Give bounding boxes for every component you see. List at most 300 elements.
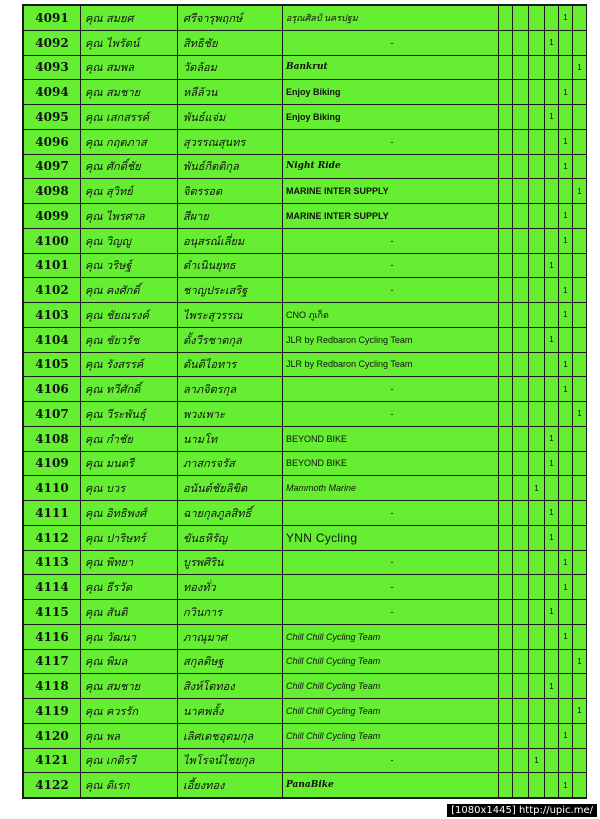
category-mark: 1 bbox=[545, 30, 559, 55]
bib-number: 4107 bbox=[24, 402, 81, 427]
category-cell bbox=[545, 55, 559, 80]
surname: ตันติไอทาร bbox=[178, 352, 283, 377]
category-cell bbox=[573, 204, 587, 229]
surname: บูรพศิริน bbox=[178, 550, 283, 575]
category-cell bbox=[499, 501, 513, 526]
category-cell bbox=[529, 179, 545, 204]
category-mark: 1 bbox=[545, 253, 559, 278]
surname: อนุสรณ์เลี่ยม bbox=[178, 228, 283, 253]
table-row bbox=[24, 525, 587, 550]
category-cell bbox=[499, 55, 513, 80]
first-name: คุณ วีระพันธุ์ bbox=[81, 402, 178, 427]
team-name: Chill Chill Cycling Team bbox=[283, 723, 499, 748]
first-name: คุณ วัฒนา bbox=[81, 624, 178, 649]
category-cell bbox=[513, 451, 529, 476]
category-cell bbox=[499, 179, 513, 204]
category-mark: 1 bbox=[545, 426, 559, 451]
category-cell bbox=[513, 476, 529, 501]
first-name: คุณ สมชาย bbox=[81, 674, 178, 699]
category-cell bbox=[513, 55, 529, 80]
bib-number: 4120 bbox=[24, 723, 81, 748]
table-row bbox=[24, 575, 587, 600]
bib-number: 4116 bbox=[24, 624, 81, 649]
category-cell bbox=[499, 228, 513, 253]
bib-number: 4109 bbox=[24, 451, 81, 476]
first-name: คุณ ชัยวรัช bbox=[81, 327, 178, 352]
category-cell bbox=[545, 402, 559, 427]
category-cell bbox=[529, 278, 545, 303]
surname: ดำเนินยุทธ bbox=[178, 253, 283, 278]
category-mark: 1 bbox=[529, 748, 545, 773]
category-cell bbox=[559, 699, 573, 724]
surname: พวงเพาะ bbox=[178, 402, 283, 427]
category-cell bbox=[573, 154, 587, 179]
table-row bbox=[24, 278, 587, 303]
category-cell bbox=[545, 6, 559, 31]
table-row bbox=[24, 377, 587, 402]
category-cell bbox=[573, 352, 587, 377]
surname: วัดล้อม bbox=[178, 55, 283, 80]
bib-number: 4115 bbox=[24, 600, 81, 625]
category-cell bbox=[545, 228, 559, 253]
first-name: คุณ รังสรรค์ bbox=[81, 352, 178, 377]
category-mark: 1 bbox=[559, 6, 573, 31]
category-cell bbox=[529, 129, 545, 154]
team-name: - bbox=[283, 550, 499, 575]
category-cell bbox=[529, 624, 545, 649]
category-cell bbox=[545, 129, 559, 154]
category-cell bbox=[513, 30, 529, 55]
category-cell bbox=[529, 80, 545, 105]
bib-number: 4100 bbox=[24, 228, 81, 253]
category-cell bbox=[529, 228, 545, 253]
team-name: - bbox=[283, 501, 499, 526]
category-cell bbox=[559, 501, 573, 526]
surname: พันธ์กิตติกุล bbox=[178, 154, 283, 179]
category-cell bbox=[529, 451, 545, 476]
category-cell bbox=[545, 649, 559, 674]
first-name: คุณ สมยศ bbox=[81, 6, 178, 31]
first-name: คุณ พิมล bbox=[81, 649, 178, 674]
category-cell bbox=[545, 699, 559, 724]
table-row bbox=[24, 154, 587, 179]
image-host-footer: [1080x1445] http://upic.me/ bbox=[447, 804, 597, 817]
category-cell bbox=[499, 748, 513, 773]
table-row bbox=[24, 303, 587, 328]
category-cell bbox=[513, 253, 529, 278]
category-cell bbox=[529, 154, 545, 179]
category-cell bbox=[499, 303, 513, 328]
surname: นาคพลั้ง bbox=[178, 699, 283, 724]
category-mark: 1 bbox=[529, 476, 545, 501]
surname: อนันต์ชัยลิขิต bbox=[178, 476, 283, 501]
category-cell bbox=[545, 352, 559, 377]
category-cell bbox=[499, 600, 513, 625]
category-cell bbox=[529, 575, 545, 600]
surname: สีผาย bbox=[178, 204, 283, 229]
category-cell bbox=[529, 402, 545, 427]
team-name: Chill Chill Cycling Team bbox=[283, 624, 499, 649]
category-cell bbox=[545, 303, 559, 328]
team-name: - bbox=[283, 748, 499, 773]
team-name: Bankrut bbox=[283, 55, 499, 80]
category-cell bbox=[499, 402, 513, 427]
bib-number: 4096 bbox=[24, 129, 81, 154]
category-cell bbox=[529, 30, 545, 55]
team-name: YNN Cycling bbox=[283, 525, 499, 550]
table-row bbox=[24, 649, 587, 674]
category-cell bbox=[545, 723, 559, 748]
category-mark: 1 bbox=[559, 303, 573, 328]
category-cell bbox=[513, 674, 529, 699]
category-cell bbox=[559, 600, 573, 625]
category-cell bbox=[513, 402, 529, 427]
category-cell bbox=[573, 575, 587, 600]
table-row bbox=[24, 129, 587, 154]
bib-number: 4118 bbox=[24, 674, 81, 699]
team-name: - bbox=[283, 30, 499, 55]
team-name: - bbox=[283, 575, 499, 600]
category-mark: 1 bbox=[545, 451, 559, 476]
table-row bbox=[24, 600, 587, 625]
surname: สิทธิชัย bbox=[178, 30, 283, 55]
bib-number: 4122 bbox=[24, 773, 81, 798]
category-cell bbox=[513, 377, 529, 402]
category-mark: 1 bbox=[559, 624, 573, 649]
category-cell bbox=[573, 600, 587, 625]
category-cell bbox=[573, 30, 587, 55]
team-name: BEYOND BIKE bbox=[283, 426, 499, 451]
surname: ลาภจิตรกุล bbox=[178, 377, 283, 402]
registration-table bbox=[22, 4, 587, 799]
category-mark: 1 bbox=[559, 352, 573, 377]
table-row bbox=[24, 748, 587, 773]
team-name: - bbox=[283, 253, 499, 278]
category-mark: 1 bbox=[573, 649, 587, 674]
category-cell bbox=[559, 649, 573, 674]
table-row bbox=[24, 55, 587, 80]
team-name: Mammoth Marine bbox=[283, 476, 499, 501]
bib-number: 4105 bbox=[24, 352, 81, 377]
category-cell bbox=[573, 228, 587, 253]
team-name: JLR by Redbaron Cycling Team bbox=[283, 352, 499, 377]
category-cell bbox=[529, 674, 545, 699]
category-cell bbox=[513, 303, 529, 328]
category-cell bbox=[573, 327, 587, 352]
bib-number: 4101 bbox=[24, 253, 81, 278]
category-mark: 1 bbox=[545, 525, 559, 550]
first-name: คุณ ควรรัก bbox=[81, 699, 178, 724]
surname: ภาสกรจรัส bbox=[178, 451, 283, 476]
first-name: คุณ ไพรัตน์ bbox=[81, 30, 178, 55]
category-cell bbox=[573, 278, 587, 303]
category-cell bbox=[529, 327, 545, 352]
bib-number: 4097 bbox=[24, 154, 81, 179]
category-cell bbox=[573, 451, 587, 476]
table-row bbox=[24, 352, 587, 377]
category-cell bbox=[545, 773, 559, 798]
team-name: Chill Chill Cycling Team bbox=[283, 699, 499, 724]
category-cell bbox=[545, 748, 559, 773]
team-name: - bbox=[283, 402, 499, 427]
category-cell bbox=[545, 624, 559, 649]
category-cell bbox=[545, 476, 559, 501]
category-cell bbox=[499, 6, 513, 31]
category-cell bbox=[545, 550, 559, 575]
team-name: - bbox=[283, 600, 499, 625]
category-cell bbox=[513, 649, 529, 674]
category-mark: 1 bbox=[545, 105, 559, 130]
category-cell bbox=[545, 377, 559, 402]
category-mark: 1 bbox=[545, 674, 559, 699]
category-cell bbox=[529, 55, 545, 80]
surname: กวินการ bbox=[178, 600, 283, 625]
team-name: Enjoy Biking bbox=[283, 105, 499, 130]
category-cell bbox=[559, 748, 573, 773]
category-cell bbox=[573, 6, 587, 31]
category-cell bbox=[529, 773, 545, 798]
surname: ทองทั่ว bbox=[178, 575, 283, 600]
bib-number: 4114 bbox=[24, 575, 81, 600]
surname: ศรีจารุพฤกษ์ bbox=[178, 6, 283, 31]
first-name: คุณ คงศักดิ์ bbox=[81, 278, 178, 303]
category-mark: 1 bbox=[559, 278, 573, 303]
category-cell bbox=[499, 674, 513, 699]
category-cell bbox=[559, 105, 573, 130]
category-cell bbox=[529, 699, 545, 724]
table-row bbox=[24, 253, 587, 278]
surname: พันธ์แจ่ม bbox=[178, 105, 283, 130]
team-name: MARINE INTER SUPPLY bbox=[283, 179, 499, 204]
category-cell bbox=[513, 204, 529, 229]
category-cell bbox=[513, 352, 529, 377]
category-cell bbox=[545, 80, 559, 105]
category-cell bbox=[545, 278, 559, 303]
category-cell bbox=[545, 204, 559, 229]
category-cell bbox=[545, 179, 559, 204]
category-cell bbox=[573, 550, 587, 575]
first-name: คุณ กฤตภาส bbox=[81, 129, 178, 154]
category-mark: 1 bbox=[545, 501, 559, 526]
category-cell bbox=[559, 327, 573, 352]
team-name: PanaBike bbox=[283, 773, 499, 798]
category-cell bbox=[559, 426, 573, 451]
bib-number: 4111 bbox=[24, 501, 81, 526]
category-cell bbox=[529, 600, 545, 625]
category-cell bbox=[499, 525, 513, 550]
category-cell bbox=[573, 748, 587, 773]
bib-number: 4112 bbox=[24, 525, 81, 550]
bib-number: 4103 bbox=[24, 303, 81, 328]
category-cell bbox=[499, 80, 513, 105]
category-cell bbox=[559, 402, 573, 427]
bib-number: 4098 bbox=[24, 179, 81, 204]
first-name: คุณ บวร bbox=[81, 476, 178, 501]
category-mark: 1 bbox=[573, 402, 587, 427]
category-mark: 1 bbox=[559, 80, 573, 105]
category-cell bbox=[513, 6, 529, 31]
table-row bbox=[24, 501, 587, 526]
first-name: คุณ วิญญู bbox=[81, 228, 178, 253]
bib-number: 4092 bbox=[24, 30, 81, 55]
category-mark: 1 bbox=[559, 154, 573, 179]
category-cell bbox=[513, 575, 529, 600]
category-cell bbox=[559, 253, 573, 278]
first-name: คุณ ศักดิ์ชัย bbox=[81, 154, 178, 179]
team-name: - bbox=[283, 278, 499, 303]
category-cell bbox=[573, 501, 587, 526]
first-name: คุณ เสกสรรค์ bbox=[81, 105, 178, 130]
category-cell bbox=[513, 501, 529, 526]
category-cell bbox=[513, 550, 529, 575]
category-cell bbox=[573, 723, 587, 748]
bib-number: 4119 bbox=[24, 699, 81, 724]
category-cell bbox=[529, 501, 545, 526]
category-cell bbox=[499, 105, 513, 130]
bib-number: 4095 bbox=[24, 105, 81, 130]
surname: ชาญประเสริฐ bbox=[178, 278, 283, 303]
category-cell bbox=[499, 624, 513, 649]
category-cell bbox=[573, 624, 587, 649]
bib-number: 4094 bbox=[24, 80, 81, 105]
table-row bbox=[24, 773, 587, 798]
team-name: Chill Chill Cycling Team bbox=[283, 674, 499, 699]
category-cell bbox=[513, 179, 529, 204]
table-row bbox=[24, 204, 587, 229]
first-name: คุณ สุวิทย์ bbox=[81, 179, 178, 204]
category-cell bbox=[499, 649, 513, 674]
category-cell bbox=[499, 451, 513, 476]
category-mark: 1 bbox=[559, 773, 573, 798]
category-mark: 1 bbox=[559, 550, 573, 575]
category-cell bbox=[559, 30, 573, 55]
category-mark: 1 bbox=[573, 699, 587, 724]
first-name: คุณ ปาริษทร์ bbox=[81, 525, 178, 550]
table-row bbox=[24, 550, 587, 575]
table-row bbox=[24, 451, 587, 476]
team-name: MARINE INTER SUPPLY bbox=[283, 204, 499, 229]
category-cell bbox=[499, 352, 513, 377]
category-mark: 1 bbox=[559, 723, 573, 748]
category-cell bbox=[513, 327, 529, 352]
category-cell bbox=[573, 476, 587, 501]
category-cell bbox=[559, 451, 573, 476]
category-cell bbox=[499, 30, 513, 55]
first-name: คุณ ไพรศาล bbox=[81, 204, 178, 229]
team-name: JLR by Redbaron Cycling Team bbox=[283, 327, 499, 352]
category-mark: 1 bbox=[559, 575, 573, 600]
first-name: คุณ ดิเรก bbox=[81, 773, 178, 798]
category-cell bbox=[573, 674, 587, 699]
first-name: คุณ พิทยา bbox=[81, 550, 178, 575]
bib-number: 4091 bbox=[24, 6, 81, 31]
table-row bbox=[24, 674, 587, 699]
bib-number: 4106 bbox=[24, 377, 81, 402]
category-cell bbox=[499, 476, 513, 501]
category-cell bbox=[529, 352, 545, 377]
category-cell bbox=[499, 154, 513, 179]
table-row bbox=[24, 327, 587, 352]
category-cell bbox=[545, 575, 559, 600]
team-name: - bbox=[283, 377, 499, 402]
table-row bbox=[24, 624, 587, 649]
surname: เอี้ยงทอง bbox=[178, 773, 283, 798]
team-name: Enjoy Biking bbox=[283, 80, 499, 105]
category-cell bbox=[499, 253, 513, 278]
category-mark: 1 bbox=[573, 179, 587, 204]
first-name: คุณ ชัยณรงค์ bbox=[81, 303, 178, 328]
category-cell bbox=[513, 600, 529, 625]
category-cell bbox=[573, 105, 587, 130]
category-cell bbox=[559, 179, 573, 204]
category-cell bbox=[529, 303, 545, 328]
table-row bbox=[24, 179, 587, 204]
category-mark: 1 bbox=[573, 55, 587, 80]
category-cell bbox=[529, 426, 545, 451]
category-cell bbox=[513, 699, 529, 724]
category-cell bbox=[573, 377, 587, 402]
bib-number: 4121 bbox=[24, 748, 81, 773]
category-mark: 1 bbox=[545, 600, 559, 625]
category-cell bbox=[529, 649, 545, 674]
surname: นามโท bbox=[178, 426, 283, 451]
bib-number: 4104 bbox=[24, 327, 81, 352]
category-cell bbox=[529, 377, 545, 402]
first-name: คุณ สมชาย bbox=[81, 80, 178, 105]
surname: ฉายกุลภูลสิทธิ์ bbox=[178, 501, 283, 526]
category-cell bbox=[559, 476, 573, 501]
bib-number: 4108 bbox=[24, 426, 81, 451]
category-cell bbox=[513, 773, 529, 798]
category-cell bbox=[545, 154, 559, 179]
first-name: คุณ สมพล bbox=[81, 55, 178, 80]
surname: สกุลดิษฐ bbox=[178, 649, 283, 674]
category-cell bbox=[529, 6, 545, 31]
category-cell bbox=[573, 525, 587, 550]
category-cell bbox=[513, 525, 529, 550]
first-name: คุณ สันติ bbox=[81, 600, 178, 625]
team-name: CNO ภูเก็ต bbox=[283, 303, 499, 328]
category-cell bbox=[529, 105, 545, 130]
category-mark: 1 bbox=[559, 204, 573, 229]
surname: ภาณุมาศ bbox=[178, 624, 283, 649]
category-cell bbox=[499, 327, 513, 352]
category-cell bbox=[499, 377, 513, 402]
team-name: Chill Chill Cycling Team bbox=[283, 649, 499, 674]
first-name: คุณ เกติรวี bbox=[81, 748, 178, 773]
table-row bbox=[24, 723, 587, 748]
bib-number: 4117 bbox=[24, 649, 81, 674]
surname: เลิศเดชอุดมกุล bbox=[178, 723, 283, 748]
category-cell bbox=[513, 129, 529, 154]
first-name: คุณ กำชัย bbox=[81, 426, 178, 451]
category-cell bbox=[529, 550, 545, 575]
table-row bbox=[24, 6, 587, 31]
surname: ไพโรจน์ไชยกุล bbox=[178, 748, 283, 773]
category-cell bbox=[499, 699, 513, 724]
category-cell bbox=[513, 723, 529, 748]
category-cell bbox=[499, 723, 513, 748]
surname: สิงห์โตทอง bbox=[178, 674, 283, 699]
first-name: คุณ ธีรวัต bbox=[81, 575, 178, 600]
category-cell bbox=[513, 748, 529, 773]
category-mark: 1 bbox=[559, 228, 573, 253]
table-row bbox=[24, 30, 587, 55]
category-cell bbox=[499, 575, 513, 600]
category-cell bbox=[529, 525, 545, 550]
bib-number: 4113 bbox=[24, 550, 81, 575]
category-cell bbox=[559, 525, 573, 550]
